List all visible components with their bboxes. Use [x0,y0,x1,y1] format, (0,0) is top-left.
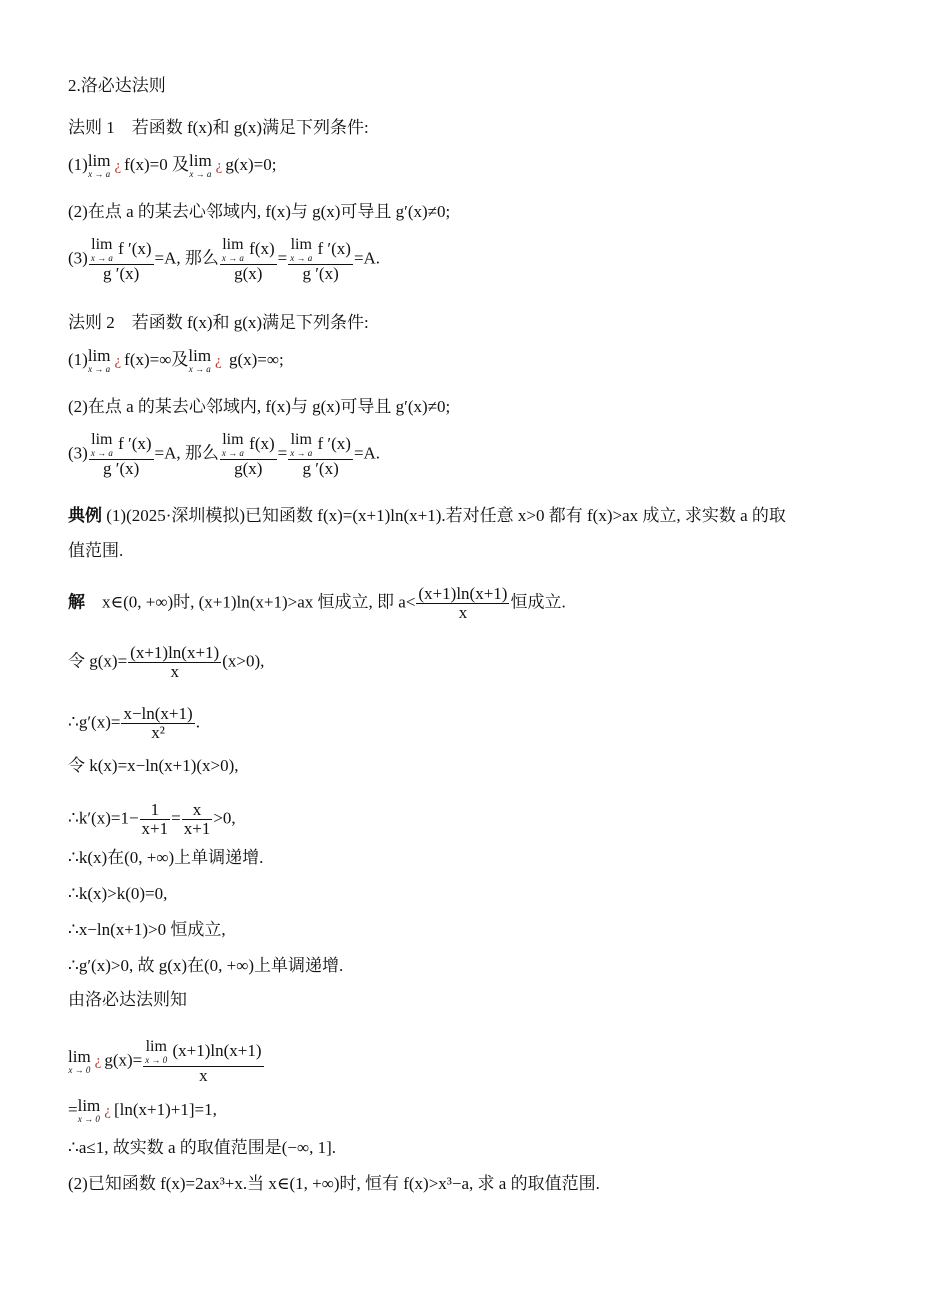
rule2-condition-3: (3) lim x → a f ′(x) g ′(x) =A, 那么 lim x → a f(x) g(x) = lim x → a f ′(x) g ′(x) =A. [68,431,381,478]
example-text: (1)(2025·深圳模拟)已知函数 f(x)=(x+1)ln(x+1).若对任意 x>0 都有 f(x)>ax 成立, 求实数 a 的取 [102,506,786,525]
solution-step-4: 令 k(x)=x−ln(x+1)(x>0), [68,756,239,775]
fraction: lim x → a f ′(x) g ′(x) [90,431,152,478]
rule1-heading: 法则 1 若函数 f(x)和 g(x)满足下列条件: [68,118,369,137]
solution-step-5: ∴k′(x)=1− $\frac{1}{x+1}$ = $\frac{x}{x+1}$ >0, [68,800,236,838]
step-text: [ln(x+1)+1]=1, [113,1099,217,1119]
fraction: $\frac{(x+1)\ln(x+1)}{x}$ [130,643,220,681]
limit-operator: lim x → 0 [145,1038,168,1065]
section-title: 2.洛必达法则 [68,76,166,95]
step-text: >0, [213,808,236,828]
unknown-glyph: ¿ [215,352,222,369]
solution-label: 解 [68,592,85,612]
rule1-condition-2: (2)在点 a 的某去心邻域内, f(x)与 g(x)可导且 g′(x)≠0; [68,202,451,221]
limit-operator: lim x → 0 [77,1096,101,1124]
fraction: $\frac{x}{x+1}$ [183,800,211,838]
example-line-2: 值范围. [68,541,124,560]
cond-index: (3) [68,443,88,463]
limit-operator: lim x → a [90,236,113,263]
unknown-glyph: ¿ [215,157,223,174]
fraction: lim x → 0 (x+1)ln(x+1) x [145,1038,262,1085]
limit-operator: lim x → 0 [68,1046,91,1075]
step-text: ∴k′(x)=1− [68,808,139,828]
cond-text: f(x)=0 及 [124,154,189,174]
step-text: 恒成立. [510,592,566,612]
cond-text: =A, 那么 [154,248,219,268]
step-text: g(x)= [104,1050,143,1070]
part2-question: (2)已知函数 f(x)=2ax³+x.当 x∈(1, +∞)时, 恒有 f(x)>x³−a, 求 a 的取值范围. [68,1174,600,1193]
limit-operator: lim x → a [290,431,313,458]
step-text: ∴g′(x)= [68,712,121,732]
rule2-condition-1 [68,347,284,375]
cond-text: g(x)=0; [225,154,277,174]
example-line-1 [68,506,786,526]
solution-step-13: ∴a≤1, 故实数 a 的取值范围是(−∞, 1]. [68,1138,337,1157]
limit-operator: lim x → a [189,151,212,179]
solution-step-2 [68,644,264,681]
example-label: 典例 [68,506,102,525]
step-text: . [195,712,200,732]
cond-index: (1) [68,349,88,369]
rule2-condition-2: (2)在点 a 的某去心邻域内, f(x)与 g(x)可导且 g′(x)≠0; [68,397,451,416]
fraction: lim x → a f ′(x) g ′(x) [90,236,152,283]
fraction: lim x → a f ′(x) g ′(x) [290,236,351,283]
cond-text: =A, 那么 [154,443,219,463]
unknown-glyph: ¿ [94,1053,102,1070]
fraction: lim x → a f(x) g(x) [221,431,275,478]
limit-operator: lim x → a [221,236,244,263]
solution-step-7: ∴k(x)>k(0)=0, [68,884,168,903]
solution-step-9: ∴g′(x)>0, 故 g(x)在(0, +∞)上单调递增. [68,956,344,975]
limit-operator: lim x → a [290,236,313,263]
step-text: x∈(0, +∞)时, (x+1)ln(x+1)>ax 恒成立, 即 a< [85,592,416,612]
solution-step-1 [68,585,566,622]
fraction: $\frac{x-\ln(x+1)}{\text{x²}}$ [123,704,193,742]
step-text: 令 g(x)= [68,651,128,671]
unknown-glyph: ¿ [114,157,122,174]
fraction: lim x → a f(x) g(x) [221,236,275,283]
step-text: (x>0), [222,651,265,671]
cond-text: =A. [353,443,381,463]
cond-index: (3) [68,248,88,268]
solution-step-8: ∴x−ln(x+1)>0 恒成立, [68,920,226,939]
cond-index: (1) [68,154,88,174]
cond-text: g(x)=∞; [228,349,284,369]
limit-operator: lim x → a [188,346,212,374]
rule1-condition-3: (3) lim x → a f ′(x) g ′(x) =A, 那么 lim x → a f(x) g(x) = lim x → a f ′(x) g ′(x) =A. [68,236,381,283]
fraction: $\frac{(x+1)\ln(x+1)}{x}$ [418,584,508,622]
limit-operator: lim x → a [87,346,111,374]
solution-step-11 [68,1038,265,1085]
unknown-glyph: ¿ [104,1102,111,1119]
fraction: $\frac{1}{x+1}$ [141,800,169,838]
cond-text: f(x)=∞及 [124,349,189,369]
solution-step-3 [68,705,200,742]
limit-operator: lim x → a [221,431,244,458]
cond-text: =A. [353,248,381,268]
solution-step-6: ∴k(x)在(0, +∞)上单调递增. [68,848,264,867]
step-text: = [68,1099,78,1119]
rule1-condition-1 [68,152,276,180]
solution-step-12 [68,1097,217,1125]
fraction: lim x → a f ′(x) g ′(x) [290,431,351,478]
rule2-heading: 法则 2 若函数 f(x)和 g(x)满足下列条件: [68,313,369,332]
solution-step-10: 由洛必达法则知 [68,990,187,1009]
unknown-glyph: ¿ [114,352,122,369]
limit-operator: lim x → a [87,151,111,179]
limit-operator: lim x → a [90,431,113,458]
